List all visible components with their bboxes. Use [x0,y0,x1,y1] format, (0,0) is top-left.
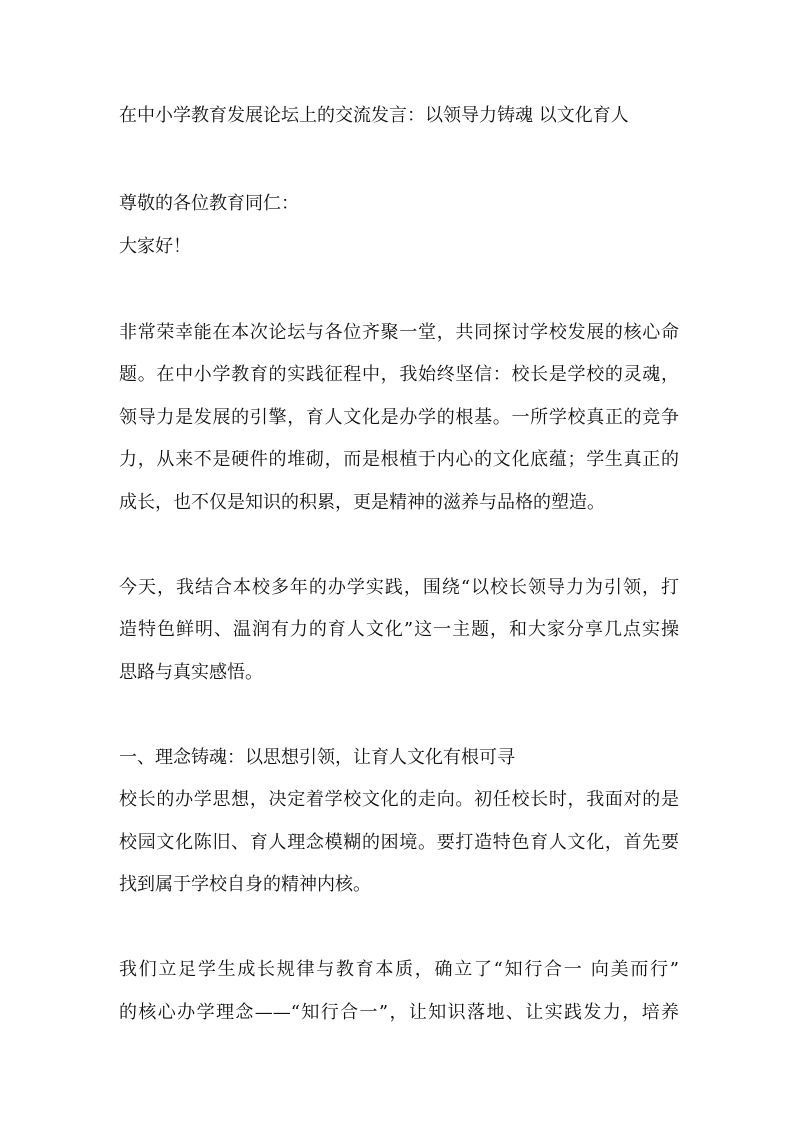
paragraph-line: 思路与真实感悟。 [119,662,263,683]
paragraph-line: 非常荣幸能在本次论坛与各位齐聚一堂，共同探讨学校发展的核心命 [119,322,679,343]
paragraph-line: 我们立足学生成长规律与教育本质，确立了“知行合一 向美而行” [119,959,679,980]
paragraph-line: 领导力是发展的引擎，育人文化是办学的根基。一所学校真正的竞争 [119,407,679,428]
paragraph-line: 找到属于学校自身的精神内核。 [119,874,371,895]
section-heading: 一、理念铸魂：以思想引领，让育人文化有根可寻 [119,747,515,768]
paragraph-line: 题。在中小学教育的实践征程中，我始终坚信：校长是学校的灵魂， [119,364,679,385]
greeting: 大家好！ [119,236,191,257]
document-title: 在中小学教育发展论坛上的交流发言：以领导力铸魂 以文化育人 [119,105,629,126]
paragraph-line: 的核心办学理念——“知行合一”，让知识落地、让实践发力，培养 [119,1002,679,1023]
paragraph-line: 成长，也不仅是知识的积累，更是精神的滋养与品格的塑造。 [119,492,605,513]
salutation: 尊敬的各位教育同仁： [119,193,299,214]
paragraph-line: 校长的办学思想，决定着学校文化的走向。初任校长时，我面对的是 [119,789,679,810]
paragraph-line: 校园文化陈旧、育人理念模糊的困境。要打造特色育人文化，首先要 [119,832,679,853]
paragraph-line: 造特色鲜明、温润有力的育人文化”这一主题，和大家分享几点实操 [119,619,679,640]
paragraph-line: 今天，我结合本校多年的办学实践，围绕“以校长领导力为引领，打 [119,577,679,598]
paragraph-line: 力，从来不是硬件的堆砌，而是根植于内心的文化底蕴；学生真正的 [119,449,679,470]
